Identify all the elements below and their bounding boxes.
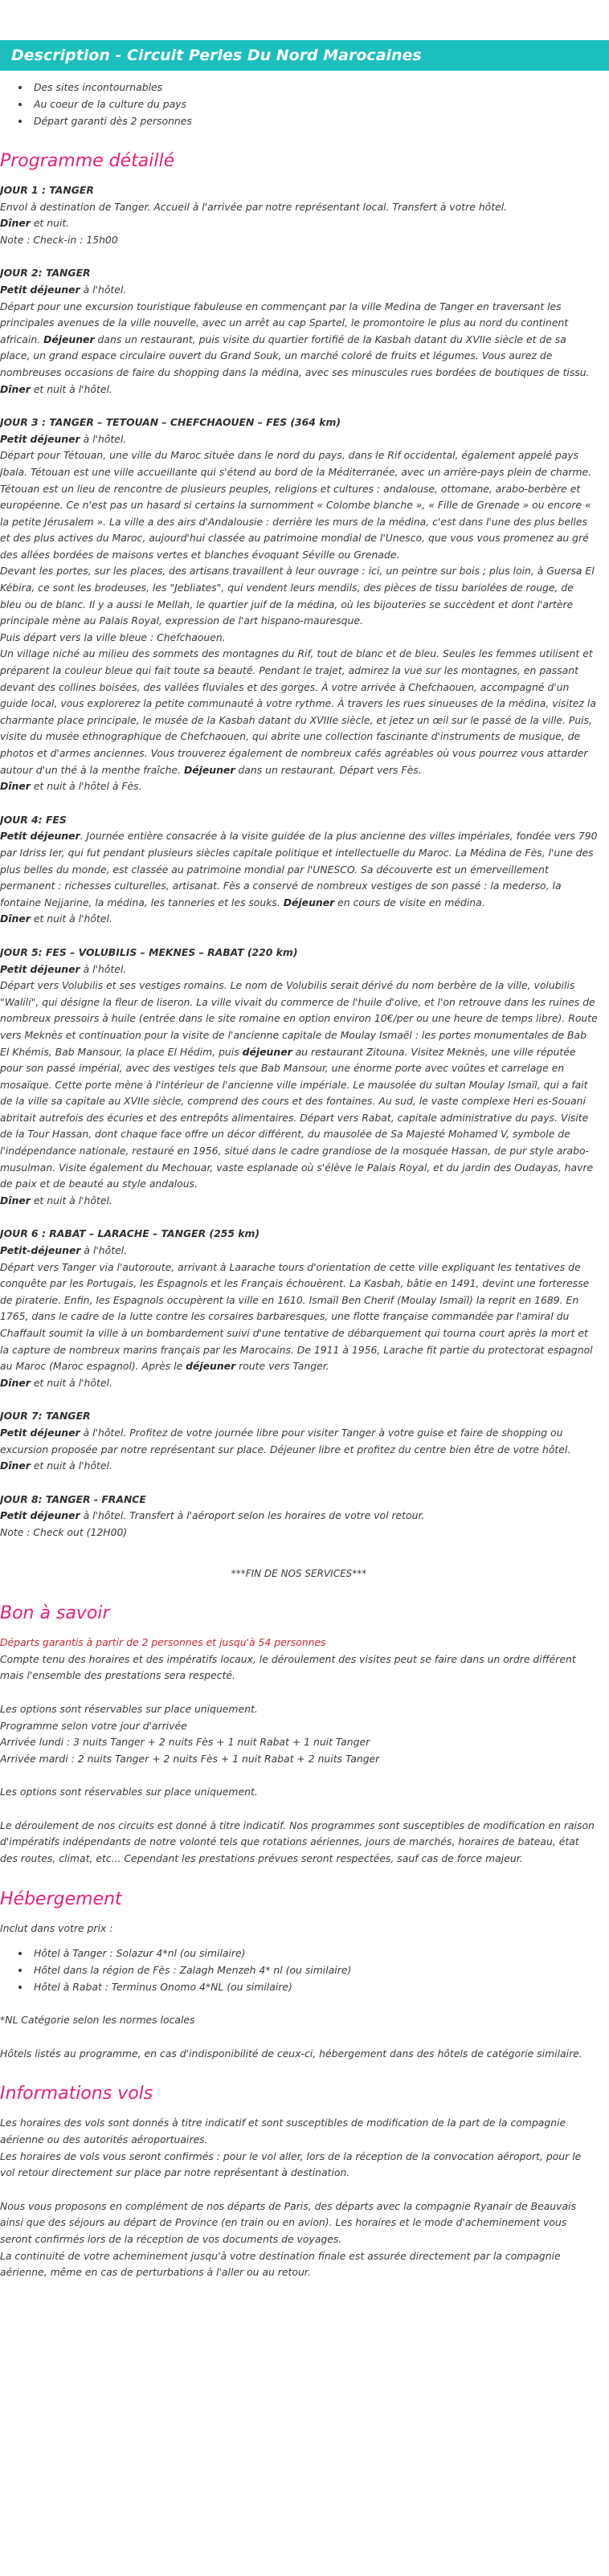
bold-meal-label: Petit déjeuner xyxy=(0,283,80,296)
day-text: Dîner et nuit à l'hôtel. xyxy=(0,912,112,925)
highlight-item: • Départ garanti dès 2 personnes xyxy=(31,112,609,129)
end-note: ***FIN DE NOS SERVICES*** xyxy=(231,1567,367,1579)
bold-meal-label: Déjeuner xyxy=(183,763,235,776)
hotel-list xyxy=(0,1945,598,1995)
text-line: Arrivée lundi : 3 nuits Tanger + 2 nuits Fès + 1 nuit Rabat + 1 nuit Tanger xyxy=(0,1736,370,1749)
bold-meal-label: Dîner xyxy=(0,780,31,793)
day-text: Devant les portes, sur les places, des artisans travaillent à leur ouvrage : ici, un peintre sur bois ; plus loin, à Guersa El Kébira, ce sont les brodeuses, les "Jebliates", qui vendent leurs mendils, des pièces de tissu bariolées de rouge, de bleu ou de blanc. Il y a aussi le Mellah, le quartier juif de la médina, où les bijouteries se succèdent et dont l'artère principale mène au Palais Royal, expression de l'art hispano-mauresque. xyxy=(0,565,595,627)
bold-meal-label: Petit déjeuner xyxy=(0,962,80,975)
text-line: Les horaires des vols sont donnés à titre indicatif et sont susceptibles de modification de la part de la compagnie aérienne ou des autorités aéroportuaires. xyxy=(0,2117,566,2146)
text-line: La continuité de votre acheminement jusqu'à votre destination finale est assurée directement par la compagnie aérienne, même en cas de perturbations à l'aller ou au retour. xyxy=(0,2249,561,2279)
bon-a-savoir-text xyxy=(0,1651,598,1684)
text-line: Arrivée mardi : 2 nuits Tanger + 2 nuits Fès + 1 nuit Rabat + 2 nuits Tanger xyxy=(0,1752,380,1765)
hotel-item: • Hôtel à Tanger : Solazur 4*nl (ou similaire) xyxy=(31,1945,598,1962)
day-block xyxy=(0,945,598,1210)
text-line: Les horaires de vols vous seront confirmés : pour le vol aller, lors de la réception de la convocation aéroport, pour le vol retour directement sur place par notre représentant à destination. xyxy=(0,2149,582,2179)
bold-meal-label: Dîner xyxy=(0,1459,31,1472)
day-title: JOUR 8: TANGER - FRANCE xyxy=(0,1492,146,1505)
bold-meal-label: Petit déjeuner xyxy=(0,830,80,843)
day-title: JOUR 4: FES xyxy=(0,813,67,826)
bon-a-savoir-options-2 xyxy=(0,1784,598,1801)
day-text: Note : Check-in : 15h00 xyxy=(0,233,118,246)
day-text: Départ vers Tanger via l'autoroute, arrivant à Laarache tours d'orientation de cette ville expliquant les tentatives de conquête par les Portugais, les Espagnols et les Français échouèrent. La Kasbah, bâtie en 1491, devint une forteresse de piraterie. Enfin, les Espagnols occupèrent la ville en 1610. Ismaïl Ben Cherif (Moulay Ismaïl) la reprit en 1689. En 1765, dans le cadre de la lutte contre les corsaires barbaresques, une flotte française commandée par l'amiral du Chaffault soumit la ville à un bombardement suivi d'une tentative de débarquement qui tourna court après la mort et la capture de nombreux marins français par les Marocains. De 1911 à 1956, Larache fit partie du protectorat espagnol au Maroc (Maroc espagnol). Après le déjeuner route vers Tanger. xyxy=(0,1260,593,1373)
day-text: Petit-déjeuner à l'hôtel. xyxy=(0,1244,128,1257)
bold-meal-label: Petit déjeuner xyxy=(0,1509,80,1522)
hebergement-intro: Inclut dans votre prix : xyxy=(0,1921,113,1934)
day-text: Envol à destination de Tanger. Accueil à l'arrivée par notre représentant local. Transfert à votre hôtel. xyxy=(0,200,508,213)
day-text: Départ vers Volubilis et ses vestiges romains. Le nom de Volubilis serait dérivé du nom berbère de la ville, volubilis "Walili", qui désigne la fleur de liseron. La ville vivait du commerce de l'huile d'olive, et l'on retrouve dans les ruines de nombreux pressoirs à huile (entrée dans le site romaine en option environ 10€/per ou une heure de temps libre). Route vers Meknès et continuation pour la visite de l'ancienne capitale de Moulay Ismaël : les portes monumentales de Bab El Khémis, Bab Mansour, la place El Hédim, puis déjeuner au restaurant Zitouna. Visitez Meknès, une ville réputée pour son passé impérial, avec des vestiges tels que Bab Mansour, une énorme porte avec voûtes et carrelage en mosaïque. Cette porte mène à l'intérieur de l'ancienne ville impériale. Le mausolée du sultan Moulay Ismaïl, qui a fait de la ville sa capitale au XVIIe siècle, comprend des cours et des fontaines. Au sud, le vaste complexe Heri es-Souani abritait autrefois des écuries et des entrepôts alimentaires. Départ vers Rabat, capitale administrative du pays. Visite de la Tour Hassan, dont chaque face offre un décor différent, du mausolée de Sa Majesté Mohamed V, symbole de l'indépendance nationale, restauré en 1956, situé dans le cadre grandiose de la mosquée Hassan, de pur style arabo-musulman. Visite également du Mechouar, vaste esplanade où s'élève le Palais Royal, et du jardin des Oudayas, havre de paix et de beauté au style andalous. xyxy=(0,979,598,1190)
hotel-footer-note: Hôtels listés au programme, en cas d'indisponibilité de ceux-ci, hébergement dans des hôtels de catégorie similaire. xyxy=(0,2047,582,2060)
bold-meal-label: Dîner xyxy=(0,382,31,395)
bold-meal-label: Déjeuner xyxy=(283,896,335,908)
day-text: Dîner et nuit à l'hôtel. xyxy=(0,382,112,395)
bold-meal-label: Petit déjeuner xyxy=(0,1426,80,1439)
bold-meal-label: déjeuner xyxy=(242,1045,292,1058)
hotel-category-note: *NL Catégorie selon les normes locales xyxy=(0,2014,195,2027)
day-text: Dîner et nuit à l'hôtel à Fès. xyxy=(0,780,142,793)
day-text: Dîner et nuit. xyxy=(0,217,70,230)
day-title: JOUR 3 : TANGER – TETOUAN – CHEFCHAOUEN – FES (364 km) xyxy=(0,416,341,429)
day-block xyxy=(0,265,598,398)
bon-a-savoir-disclaimer xyxy=(0,1818,598,1868)
highlight-item: • Au coeur de la culture du pays xyxy=(31,96,609,112)
programme-days xyxy=(0,182,598,1541)
guaranteed-departures-note: Départs garantis à partir de 2 personnes et jusqu'à 54 personnes xyxy=(0,1636,326,1649)
bold-meal-label: Petit déjeuner xyxy=(0,432,80,445)
day-block xyxy=(0,1492,598,1541)
vols-text-2 xyxy=(0,2198,598,2281)
day-text: Petit déjeuner. Journée entière consacrée à la visite guidée de la plus ancienne des villes impériales, fondée vers 790 par Idriss Ier, qui fut pendant plusieurs siècles capitale politique et intellectuelle du Maroc. La Médina de Fès, l'une des plus belles du monde, est classée au patrimoine mondial par l'UNESCO. Sa découverte est un émerveillement permanent : richesses culturelles, artisanat. Fès a conservé de nombreux vestiges de son passé : la mederso, la fontaine Nejjarine, la médina, les tanneries et les souks. Déjeuner en cours de visite en médina. xyxy=(0,830,598,908)
vols-title: Informations vols xyxy=(0,2084,153,2104)
page xyxy=(0,40,609,2281)
text-line: Les options sont réservables sur place uniquement. xyxy=(0,1702,258,1715)
text-line: Les options sont réservables sur place uniquement. xyxy=(0,1786,258,1798)
day-text: Petit déjeuner à l'hôtel. Profitez de votre journée libre pour visiter Tanger à votre guise et faire de shopping ou excursion proposée par notre représentant sur place. Déjeuner libre et profitez du centre bien être de votre hôtel. xyxy=(0,1426,571,1455)
highlight-item: • Des sites incontournables xyxy=(31,79,609,96)
day-title: JOUR 5: FES – VOLUBILIS – MEKNES – RABAT (220 km) xyxy=(0,945,298,958)
day-title: JOUR 6 : RABAT – LARACHE – TANGER (255 km) xyxy=(0,1227,260,1240)
bold-meal-label: Dîner xyxy=(0,1194,31,1206)
text-line: Compte tenu des horaires et des impératifs locaux, le déroulement des visites peut se faire dans un ordre différent mais l'ensemble des prestations sera respecté. xyxy=(0,1652,576,1682)
day-text: Petit déjeuner à l'hôtel. Transfert à l'aéroport selon les horaires de votre vol retour. xyxy=(0,1509,425,1522)
bold-meal-label: Petit-déjeuner xyxy=(0,1244,81,1257)
day-title: JOUR 7: TANGER xyxy=(0,1410,91,1423)
day-text: Départ pour Tétouan, une ville du Maroc située dans le nord du pays, dans le Rif occidental, également appelé pays Jbala. Tétouan est une ville accueillante qui s'étend au bord de la Méditerranée, avec un arrière-pays plein de charme. Tétouan est un lieu de rencontre de plusieurs peuples, religions et cultures : andalouse, ottomane, arabo-berbère et européenne. Ce n'est pas un hasard si certains la surnomment « Colombe blanche », « Fille de Grenade » ou encore « la petite Jérusalem ». La ville a des airs d'Andalousie : derrière les murs de la médina, c'est dans l'une des plus belles et des plus actives du Maroc, aujourd'hui classée au patrimoine mondial de l'Unesco, que vous vous promenez au gré des allées bordées de maisons vertes et blanches évoquant Séville ou Grenade. xyxy=(0,449,592,561)
day-text: Petit déjeuner à l'hôtel. xyxy=(0,283,127,296)
text-line: Le déroulement de nos circuits est donné à titre indicatif. Nos programmes sont susceptibles de modification en raison d'impératifs indépendants de notre volonté tels que rotations aériennes, jours de marchés, horaires de bateau, état des routes, climat, etc... Cependant les prestations prévues seront respectées, sauf cas de force majeur. xyxy=(0,1819,595,1865)
day-block xyxy=(0,1408,598,1474)
vols-text xyxy=(0,2115,598,2181)
day-title: JOUR 2: TANGER xyxy=(0,267,91,280)
text-line: Programme selon votre jour d'arrivée xyxy=(0,1719,187,1732)
day-text: Dîner et nuit à l'hôtel. xyxy=(0,1194,112,1206)
day-text: Petit déjeuner à l'hôtel. xyxy=(0,962,127,975)
hotel-item: • Hôtel dans la région de Fès : Zalagh Menzeh 4* nl (ou similaire) xyxy=(31,1962,598,1978)
day-title: JOUR 1 : TANGER xyxy=(0,184,94,196)
day-block xyxy=(0,414,598,795)
hebergement-title: Hébergement xyxy=(0,1888,122,1909)
day-text: Départ pour une excursion touristique fabuleuse en commençant par la ville Medina de Tanger en traversant les principales avenues de la ville nouvelle, avec un arrêt au cap Spartel, le promontoire le plus au nord du continent africain. Déjeuner dans un restaurant, puis visite du quartier fortifié de la Kasbah datant du XVIIe siècle et de sa place, un grand espace circulaire ouvert du Grand Souk, un marché coloré de fruits et légumes. Vous aurez de nombreuses occasions de faire du shopping dans la médina, avec ses minuscules rues bordées de boutiques de tissu. xyxy=(0,300,590,378)
day-text: Dîner et nuit à l'hôtel. xyxy=(0,1376,112,1389)
day-block xyxy=(0,1226,598,1391)
day-block xyxy=(0,182,598,248)
day-text: Dîner et nuit à l'hôtel. xyxy=(0,1459,112,1472)
bon-a-savoir-title: Bon à savoir xyxy=(0,1603,110,1624)
highlights-list xyxy=(0,79,609,129)
day-text: Un village niché au milieu des sommets des montagnes du Rif, tout de blanc et de bleu. Seules les femmes utilisent et préparent la couleur bleue qui fait toute sa beauté. Pendant le trajet, admirez la vue sur les montagnes, en passant devant des collines boisées, des vallées fluviales et des gorges. À votre arrivée à Chefchaouen, accompagné d'un guide local, vous explorerez la petite communauté à votre rythme. À travers les rues sinueuses de la médina, visitez la charmante place principale, le musée de la Kasbah datant du XVIIIe siècle, et jetez un œil sur le passé de la ville. Puis, visite du musée ethnographique de Chefchaouen, qui abrite une collection fascinante d'instruments de musique, de photos et d'armes anciennes. Vous trouverez également de nombreux cafés agréables où vous pourrez vous attarder autour d'un thé à la menthe fraîche. Déjeuner dans un restaurant. Départ vers Fès. xyxy=(0,647,596,776)
day-text: Puis départ vers la ville bleue : Chefchaouen. xyxy=(0,631,226,643)
bold-meal-label: Déjeuner xyxy=(43,333,95,345)
day-text: Note : Check out (12H00) xyxy=(0,1525,128,1538)
hotel-item: • Hôtel à Rabat : Terminus Onomo 4*NL (ou similaire) xyxy=(31,1978,598,1995)
text-line: Nous vous proposons en complément de nos départs de Paris, des départs avec la compagnie Ryanair de Beauvais ainsi que des séjours au départ de Province (en train ou en avion). Les horaires et le mode d'acheminement vous seront confirmés lors de la réception de vos documents de voyages. xyxy=(0,2199,576,2245)
day-text: Petit déjeuner à l'hôtel. xyxy=(0,432,127,445)
page-title: Description - Circuit Perles Du Nord Marocaines xyxy=(0,40,609,71)
day-block xyxy=(0,812,598,928)
bold-meal-label: Dîner xyxy=(0,912,31,925)
bold-meal-label: Dîner xyxy=(0,1376,31,1389)
bold-meal-label: Dîner xyxy=(0,217,31,230)
content xyxy=(0,150,598,2281)
bon-a-savoir-options xyxy=(0,1701,598,1767)
programme-title: Programme détaillé xyxy=(0,151,175,171)
bold-meal-label: déjeuner xyxy=(186,1360,236,1373)
